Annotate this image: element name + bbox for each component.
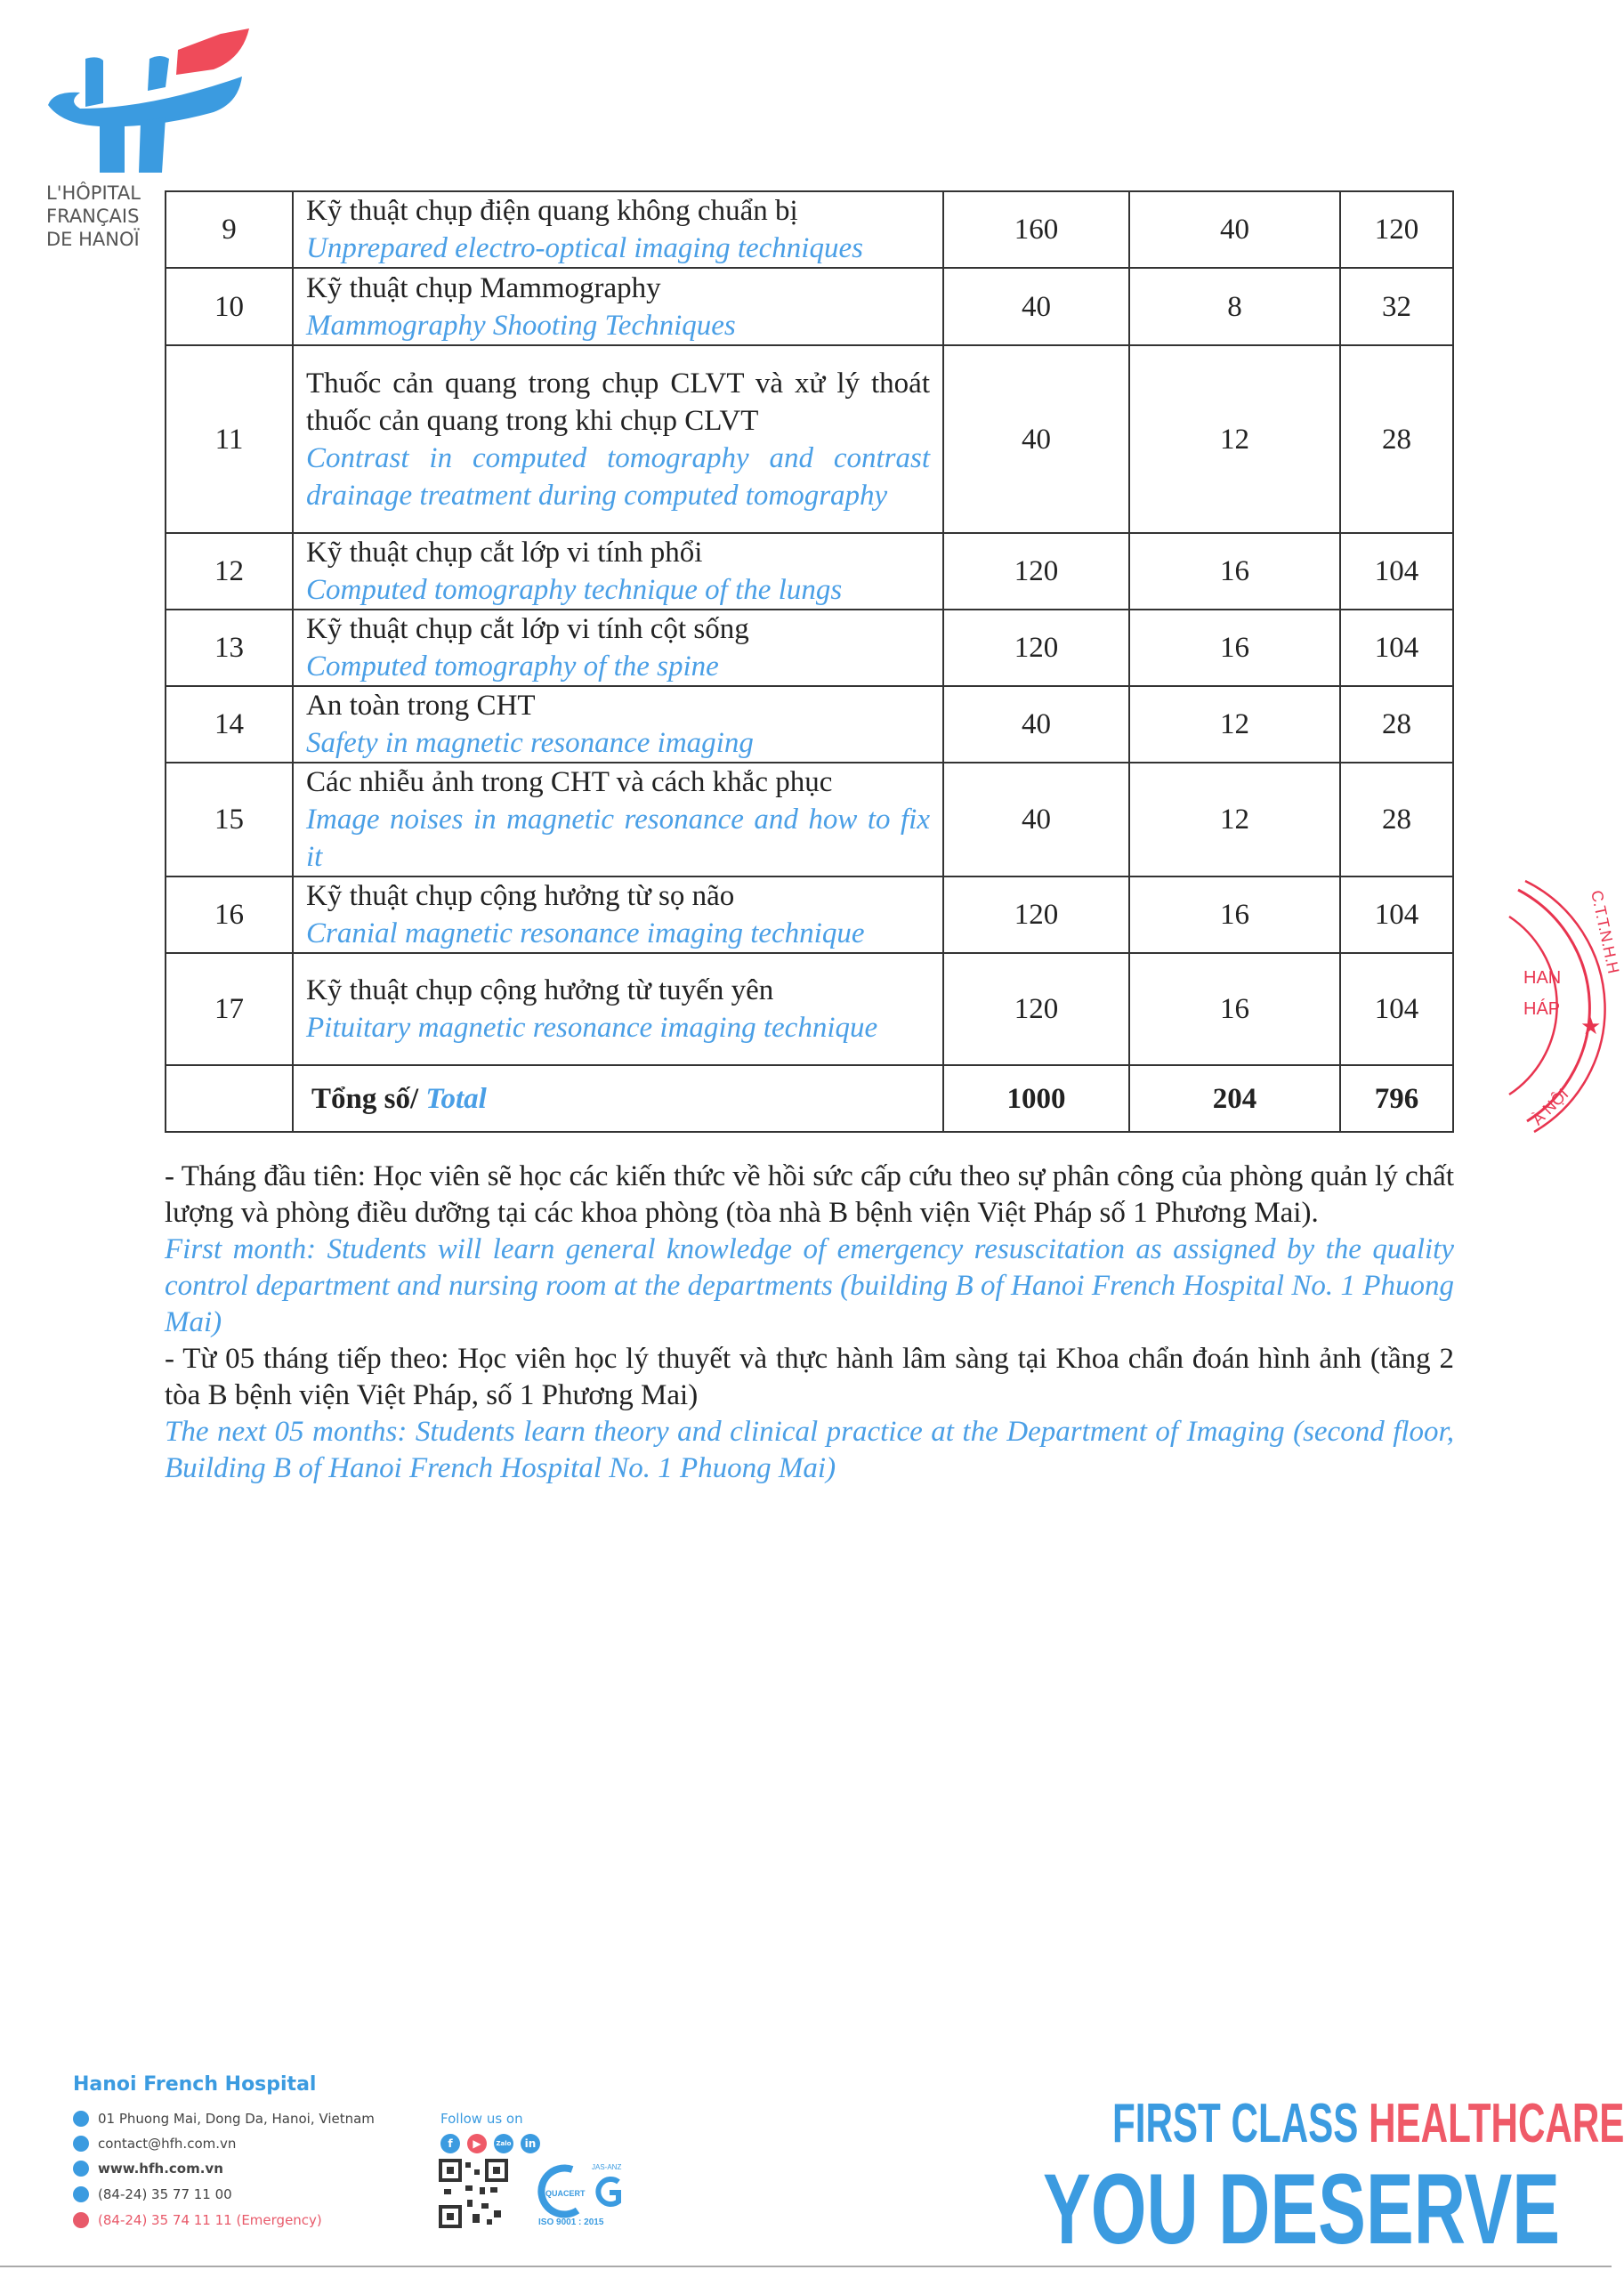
total-hours: 40 (943, 686, 1129, 763)
theory-hours: 12 (1129, 763, 1340, 876)
theory-hours: 12 (1129, 686, 1340, 763)
course-name (293, 191, 943, 268)
theory-hours: 8 (1129, 268, 1340, 345)
total-hours: 120 (943, 533, 1129, 610)
practice-hours: 104 (1340, 953, 1453, 1065)
theory-hours: 16 (1129, 876, 1340, 953)
course-name (293, 610, 943, 686)
table-row (166, 763, 1453, 876)
footer-address: 01 Phuong Mai, Dong Da, Hanoi, Vietnam (73, 2111, 375, 2127)
practice-hours: 104 (1340, 533, 1453, 610)
course-name-vi: An toàn trong CHT (306, 690, 536, 722)
svg-text:QUACERT: QUACERT (545, 2189, 586, 2198)
table-row (166, 686, 1453, 763)
svg-text:C.T.T.N.H.H: C.T.T.N.H.H (1588, 888, 1623, 975)
table-row (166, 953, 1453, 1065)
total-hours: 120 (943, 953, 1129, 1065)
stamp-seal-icon (1491, 872, 1623, 1139)
row-number: 16 (166, 876, 293, 953)
practice-hours: 32 (1340, 268, 1453, 345)
course-table (165, 190, 1454, 1133)
course-name-vi: Thuốc cản quang trong chụp CLVT và xử lý thoát thuốc cản quang trong khi chụp CLVT (306, 367, 930, 437)
total-hours: 120 (943, 610, 1129, 686)
total-hours: 40 (943, 268, 1129, 345)
course-name (293, 763, 943, 876)
practice-hours: 104 (1340, 876, 1453, 953)
course-name-en: Computed tomography of the spine (306, 650, 719, 683)
table-row (166, 533, 1453, 610)
facebook-icon[interactable]: f (440, 2134, 460, 2153)
qr-code-icon (440, 2161, 506, 2226)
course-name-en: Image noises in magnetic resonance and how to fix it (306, 804, 930, 873)
total-label: Tổng số/ Total (293, 1065, 943, 1132)
phone-icon (73, 2186, 89, 2202)
row-number: 15 (166, 763, 293, 876)
theory-hours: 40 (1129, 191, 1340, 268)
theory-hours: 16 (1129, 610, 1340, 686)
course-name-en: Computed tomography technique of the lungs (306, 574, 843, 606)
row-number: 12 (166, 533, 293, 610)
course-name-vi: Kỹ thuật chụp cắt lớp vi tính cột sống (306, 613, 749, 645)
practice-hours: 120 (1340, 191, 1453, 268)
course-name-vi: Kỹ thuật chụp cộng hưởng từ tuyến yên (306, 974, 774, 1006)
svg-text:HAN: HAN (1523, 968, 1562, 988)
total-hours: 40 (943, 345, 1129, 533)
table-row (166, 876, 1453, 953)
svg-text:ISO 9001 : 2015: ISO 9001 : 2015 (538, 2217, 604, 2227)
social-icons (440, 2134, 540, 2153)
svg-text:À NỘI: À NỘI (1528, 1085, 1572, 1129)
location-icon (73, 2111, 89, 2127)
iso-certification (537, 2161, 636, 2233)
company-stamp (1491, 872, 1623, 1143)
quacert-logo-icon (537, 2161, 636, 2228)
row-number: 14 (166, 686, 293, 763)
paragraph-en: First month: Students will learn general knowledge of emergency resuscitation as assigned by the quality control department and nursing room at the departments (building B of Hanoi French Hospital No. 1 Phuong Mai) (165, 1233, 1454, 1338)
table-row (166, 610, 1453, 686)
course-name (293, 686, 943, 763)
course-name (293, 345, 943, 533)
globe-icon (73, 2161, 89, 2177)
svg-text:HÁP: HÁP (1523, 999, 1561, 1019)
footer-hospital-name: Hanoi French Hospital (73, 2073, 317, 2096)
total-hours: 120 (943, 876, 1129, 953)
row-number: 11 (166, 345, 293, 533)
grand-total-hours: 1000 (943, 1065, 1129, 1132)
theory-hours: 16 (1129, 953, 1340, 1065)
theory-hours: 12 (1129, 345, 1340, 533)
course-name-vi: Các nhiễu ảnh trong CHT và cách khắc phục (306, 766, 833, 798)
grand-theory-hours: 204 (1129, 1065, 1340, 1132)
grand-practice-hours: 796 (1340, 1065, 1453, 1132)
table-row (166, 191, 1453, 268)
course-name-vi: Kỹ thuật chụp cộng hưởng từ sọ não (306, 880, 735, 912)
hospital-logo (44, 32, 258, 179)
footer-website[interactable]: www.hfh.com.vn (73, 2161, 223, 2177)
svg-text:JAS-ANZ: JAS-ANZ (592, 2163, 622, 2171)
theory-hours: 16 (1129, 533, 1340, 610)
course-name-en: Mammography Shooting Techniques (306, 309, 736, 342)
follow-us-label: Follow us on (440, 2111, 523, 2127)
course-name-vi: Kỹ thuật chụp Mammography (306, 271, 661, 304)
total-row (166, 1065, 1453, 1132)
course-name-en: Contrast in computed tomography and contrast drainage treatment during computed tomography (306, 441, 930, 512)
total-hours: 40 (943, 763, 1129, 876)
paragraph-en: The next 05 months: Students learn theory and clinical practice at the Department of Imaging (second floor, Building B of Hanoi French Hospital No. 1 Phuong Mai) (165, 1416, 1454, 1484)
row-number: 17 (166, 953, 293, 1065)
hfh-logo-icon (44, 32, 258, 174)
total-hours: 160 (943, 191, 1129, 268)
footer-emergency-phone: (84-24) 35 74 11 11 (Emergency) (73, 2212, 322, 2228)
footer-phone: (84-24) 35 77 11 00 (73, 2186, 232, 2202)
svg-text:★: ★ (1580, 1014, 1602, 1039)
youtube-icon[interactable]: ▶ (467, 2134, 487, 2153)
course-name (293, 533, 943, 610)
practice-hours: 28 (1340, 763, 1453, 876)
paragraph-vi: - Tháng đầu tiên: Học viên sẽ học các kiến thức về hồi sức cấp cứu theo sự phân công của phòng quản lý chất lượng và phòng điều dưỡng tại các khoa phòng (tòa nhà B bệnh viện Việt Pháp số 1 Phương Mai). (165, 1160, 1454, 1229)
logo-text: L'HÔPITAL FRANÇAIS DE HANOÏ (46, 182, 141, 250)
course-name-vi: Kỹ thuật chụp điện quang không chuẩn bị (306, 195, 798, 227)
table-row (166, 268, 1453, 345)
table-row (166, 345, 1453, 533)
practice-hours: 28 (1340, 345, 1453, 533)
course-name-en: Pituitary magnetic resonance imaging technique (306, 1012, 878, 1044)
course-name-en: Safety in magnetic resonance imaging (306, 727, 754, 759)
qr-code (440, 2161, 506, 2231)
description-paragraphs (165, 1159, 1454, 1487)
course-name-en: Cranial magnetic resonance imaging technique (306, 917, 865, 949)
course-name (293, 268, 943, 345)
slogan-line-2: YOU DESERVE (1042, 2153, 1560, 2265)
course-name-vi: Kỹ thuật chụp cắt lớp vi tính phổi (306, 537, 703, 569)
zalo-icon[interactable]: Zalo (494, 2134, 513, 2153)
course-name (293, 953, 943, 1065)
footer-email[interactable]: contact@hfh.com.vn (73, 2136, 236, 2152)
row-number: 10 (166, 268, 293, 345)
linkedin-icon[interactable]: in (521, 2134, 540, 2153)
row-number: 9 (166, 191, 293, 268)
course-name-en: Unprepared electro-optical imaging techniques (306, 232, 863, 264)
course-name (293, 876, 943, 953)
footer-divider (0, 2266, 1612, 2267)
row-number (166, 1065, 293, 1132)
practice-hours: 104 (1340, 610, 1453, 686)
paragraph-vi: - Từ 05 tháng tiếp theo: Học viên học lý thuyết và thực hành lâm sàng tại Khoa chẩn đoán hình ảnh (tầng 2 tòa B bệnh viện Việt Pháp, số 1 Phương Mai) (165, 1343, 1454, 1411)
slogan-line-1: FIRST CLASS HEALTHCARE (1112, 2093, 1624, 2154)
row-number: 13 (166, 610, 293, 686)
practice-hours: 28 (1340, 686, 1453, 763)
email-icon (73, 2136, 89, 2152)
emergency-icon (73, 2212, 89, 2228)
